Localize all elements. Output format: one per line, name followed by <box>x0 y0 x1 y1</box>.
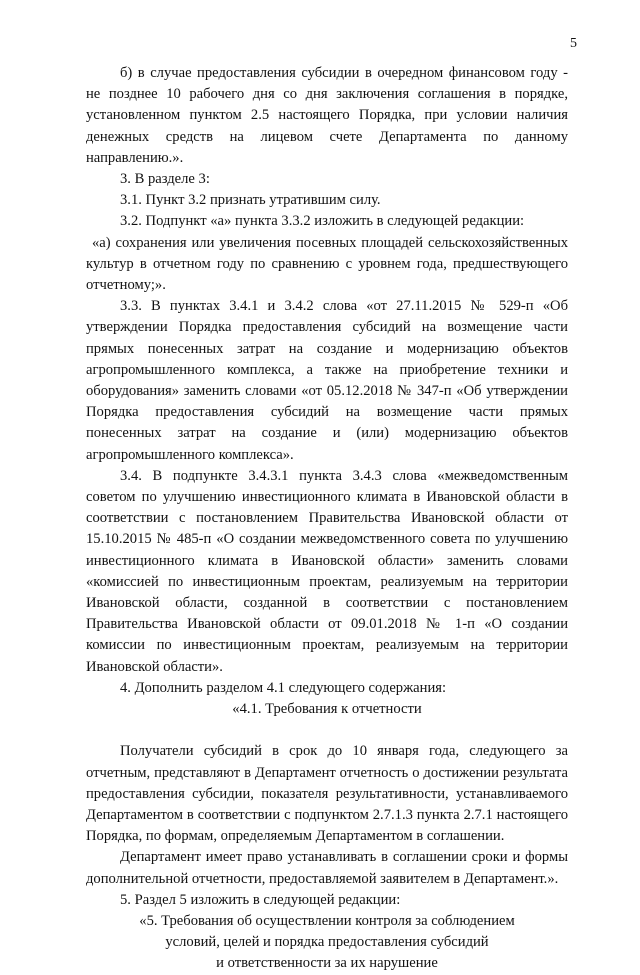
paragraph-3-2: 3.2. Подпункт «а» пункта 3.3.2 изложить в следующей редакции: <box>120 213 525 230</box>
section-heading-5-line-3: и ответственности за их нарушение <box>216 955 438 972</box>
paragraph-3-1: 3.1. Пункт 3.2 признать утратившим силу. <box>120 192 381 209</box>
page-number: 5 <box>570 36 577 51</box>
paragraph-5: 5. Раздел 5 изложить в следующей редакции: <box>120 891 401 908</box>
paragraph-subsidy-timing: б) в случае предоставления субсидии в очередном финансовом году - не позднее 10 рабочего дня со дня заключения соглашения в порядке, установленном пунктом 2.5 настоящего Порядка, при условии наличия денежных средств на лицевом счете Департамента по данному направлению.». <box>86 65 568 166</box>
document-body <box>86 63 568 975</box>
paragraph-3-4: 3.4. В подпункте 3.4.3.1 пункта 3.4.3 слова «межведомственным советом по улучшению инвестиционного климата в Ивановской области в соответствии с постановлением Правительства Ивановской области от 15.10.2015 № 485-п «О создании межведомственного совета по улучшению инвестиционного климата в Ивановской области» заменить словами «комиссией по инвестиционным проектам, реализуемым на территории Ивановской области, созданной в соответствии с постановлением Правительства Ивановской области от 09.01.2018 № 1-п «О создании комиссии по инвестиционным проектам, реализуемым на территории Ивановской области». <box>86 467 568 675</box>
section-heading-4-1: «4.1. Требования к отчетности <box>232 701 422 718</box>
section-heading-5-line-2: условий, целей и порядка предоставления субсидий <box>165 934 489 951</box>
paragraph-4: 4. Дополнить разделом 4.1 следующего содержания: <box>120 679 447 696</box>
paragraph-3-3: 3.3. В пунктах 3.4.1 и 3.4.2 слова «от 27.11.2015 № 529-п «Об утверждении Порядка предоставления субсидий на возмещение части прямых понесенных затрат на создание и модернизацию объектов агропромышленного комплекса, а также на приобретение техники и оборудования» заменить словами «от 05.12.2018 № 347-п «Об утверждении Порядка предоставления субсидий на возмещение части прямых понесенных затрат на создание и (или) модернизацию объектов агропромышленного комплекса». <box>86 298 568 463</box>
paragraph-section-3: 3. В разделе 3: <box>120 171 210 188</box>
paragraph-reporting-deadline: Получатели субсидий в срок до 10 января года, следующего за отчетным, представляют в Департамент отчетность о достижении результата предоставления субсидии, показателя результативности, устанавливаемого Департаментом в соответствии с подпунктом 2.7.1.3 пункта 2.7.1 настоящего Порядка, по формам, определяемым Департаментом в соглашении. <box>86 743 568 845</box>
paragraph-additional-reporting: Департамент имеет право устанавливать в соглашении сроки и формы дополнительной отчетности, предоставляемой заявителем в Департамент.». <box>86 849 568 887</box>
paragraph-3-2-quote: «а) сохранения или увеличения посевных площадей сельскохозяйственных культур в отчетном году по сравнению с уровнем года, предшествующего отчетному;». <box>86 234 568 294</box>
section-heading-5-line-1: «5. Требования об осуществлении контроля за соблюдением <box>139 912 515 929</box>
